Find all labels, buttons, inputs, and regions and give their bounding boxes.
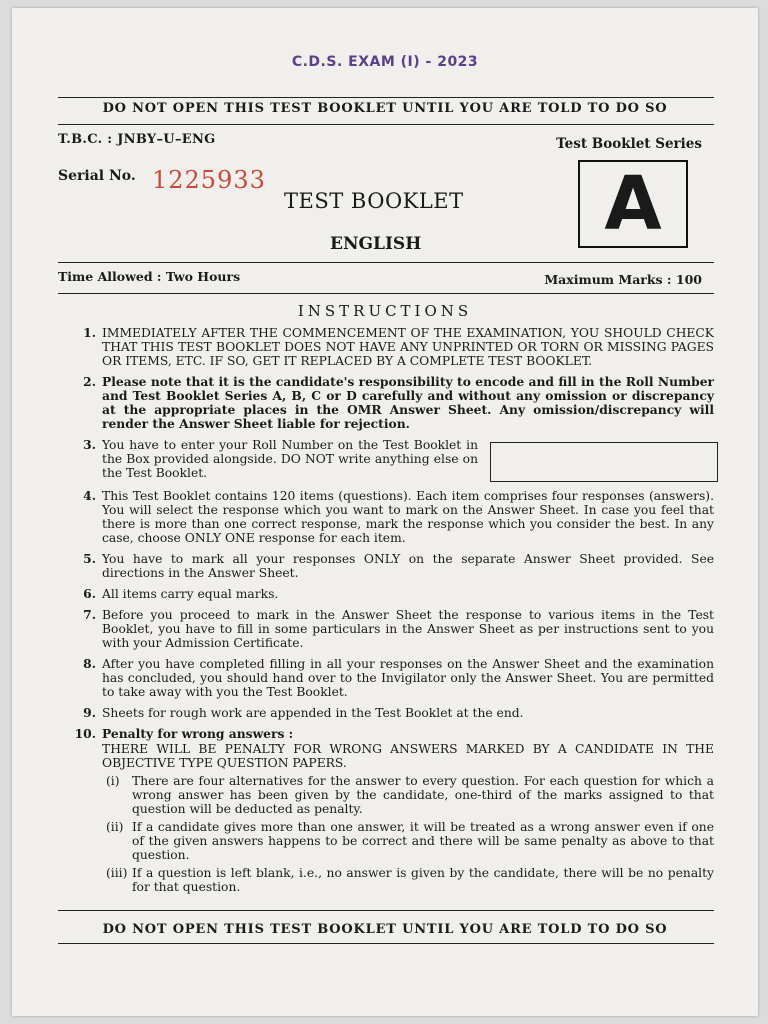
instruction-item: [64, 489, 714, 545]
subitem-number: (ii): [106, 820, 124, 834]
series-letter: A: [604, 161, 662, 247]
top-rule-1: [58, 97, 714, 98]
item-text: You have to mark all your responses ONLY on the separate Answer Sheet provided. See directions in the Answer Sheet.: [102, 552, 714, 580]
instruction-item: [64, 375, 714, 431]
item-text: Sheets for rough work are appended in the Test Booklet at the end.: [102, 706, 524, 720]
bottom-do-not-open-notice: DO NOT OPEN THIS TEST BOOKLET UNTIL YOU ARE TOLD TO DO SO: [102, 922, 668, 937]
instruction-item: [64, 587, 714, 601]
exam-title: C.D.S. EXAM (I) - 2023: [291, 54, 479, 70]
bottom-rule-1: [58, 910, 714, 911]
bottom-rule-2: [58, 943, 714, 944]
instruction-item: [64, 657, 714, 699]
series-label: Test Booklet Series: [556, 136, 702, 152]
subitem-text: If a question is left blank, i.e., no answer is given by the candidate, there will be no penalty for that question.: [132, 866, 714, 894]
penalty-subitem: [102, 820, 714, 862]
instruction-item: [64, 438, 714, 482]
item-text: You have to enter your Roll Number on the Test Booklet in the Box provided alongside. DO NOT write anything else on the Test Booklet.: [102, 438, 478, 480]
instructions-list: [64, 326, 714, 901]
instruction-item: [64, 552, 714, 580]
do-not-open-notice: DO NOT OPEN THIS TEST BOOKLET UNTIL YOU ARE TOLD TO DO SO: [102, 101, 668, 116]
item-number: 10.: [74, 726, 96, 741]
time-allowed: Time Allowed : Two Hours: [58, 269, 241, 284]
item-number: 9.: [83, 705, 96, 720]
item-number: 8.: [83, 656, 96, 671]
penalty-heading: Penalty for wrong answers :: [102, 726, 294, 741]
maximum-marks: Maximum Marks : 100: [544, 272, 702, 287]
item-number: 7.: [83, 607, 96, 622]
item-text: All items carry equal marks.: [102, 587, 279, 601]
item-text: Please note that it is the candidate's responsibility to encode and fill in the Roll Number and Test Booklet Series A, B, C or D carefully and without any omission or discrepancy at the appropriate places in the OMR Answer Sheet. Any omission/discrepancy will render the Answer Sheet liable for rejection.: [102, 374, 714, 431]
penalty-subitem: [102, 774, 714, 816]
item-number: 4.: [83, 488, 96, 503]
instruction-item-penalty: [64, 727, 714, 894]
top-rule-2: [58, 124, 714, 125]
tbc-code: T.B.C. : JNBY–U–ENG: [58, 132, 216, 147]
item-text: IMMEDIATELY AFTER THE COMMENCEMENT OF THE EXAMINATION, YOU SHOULD CHECK THAT THIS TEST BOOKLET DOES NOT HAVE ANY UNPRINTED OR TORN OR MISSING PAGES OR ITEMS, ETC. IF SO, GET IT REPLACED BY A COMPLETE TEST BOOKLET.: [102, 326, 714, 368]
penalty-notice: THERE WILL BE PENALTY FOR WRONG ANSWERS MARKED BY A CANDIDATE IN THE OBJECTIVE TYPE QUESTION PAPERS.: [102, 742, 714, 770]
item-number: 3.: [83, 437, 96, 452]
subitem-text: There are four alternatives for the answer to every question. For each question for which a wrong answer has been given by the candidate, one-third of the marks assigned to that question will be deducted as penalty.: [132, 774, 714, 816]
item-number: 5.: [83, 551, 96, 566]
serial-label: Serial No.: [58, 168, 136, 184]
serial-number: 1225933: [152, 166, 266, 194]
instruction-item: [64, 608, 714, 650]
item-text: After you have completed filling in all your responses on the Answer Sheet and the examination has concluded, you should hand over to the Invigilator only the Answer Sheet. You are permitted to take away with you the Test Booklet.: [102, 657, 714, 699]
booklet-title: TEST BOOKLET: [284, 189, 464, 213]
instruction-item: [64, 706, 714, 720]
test-booklet-page: [12, 8, 758, 1016]
header-rule: [58, 262, 714, 263]
subject-title: ENGLISH: [330, 234, 422, 254]
subitem-number: (iii): [106, 866, 128, 880]
roll-number-box[interactable]: [490, 442, 718, 482]
header-rule-2: [58, 293, 714, 294]
item-text: Before you proceed to mark in the Answer Sheet the response to various items in the Test Booklet, you have to fill in some particulars in the Answer Sheet as per instructions sent to you with your Admission Certificate.: [102, 608, 714, 650]
subitem-number: (i): [106, 774, 120, 788]
item-number: 2.: [83, 374, 96, 389]
item-number: 6.: [83, 586, 96, 601]
instructions-heading: INSTRUCTIONS: [297, 302, 473, 320]
item-number: 1.: [83, 325, 96, 340]
instruction-item: [64, 326, 714, 368]
penalty-subitem: [102, 866, 714, 894]
item-text: This Test Booklet contains 120 items (questions). Each item comprises four responses (answers). You will select the response which you want to mark on the Answer Sheet. In case you feel that there is more than one correct response, mark the response which you consider the best. In any case, choose ONLY ONE response for each item.: [102, 489, 714, 545]
subitem-text: If a candidate gives more than one answer, it will be treated as a wrong answer even if one of the given answers happens to be correct and there will be same penalty as above to that question.: [132, 820, 714, 862]
series-letter-box: [578, 160, 688, 248]
penalty-block: [102, 727, 714, 894]
